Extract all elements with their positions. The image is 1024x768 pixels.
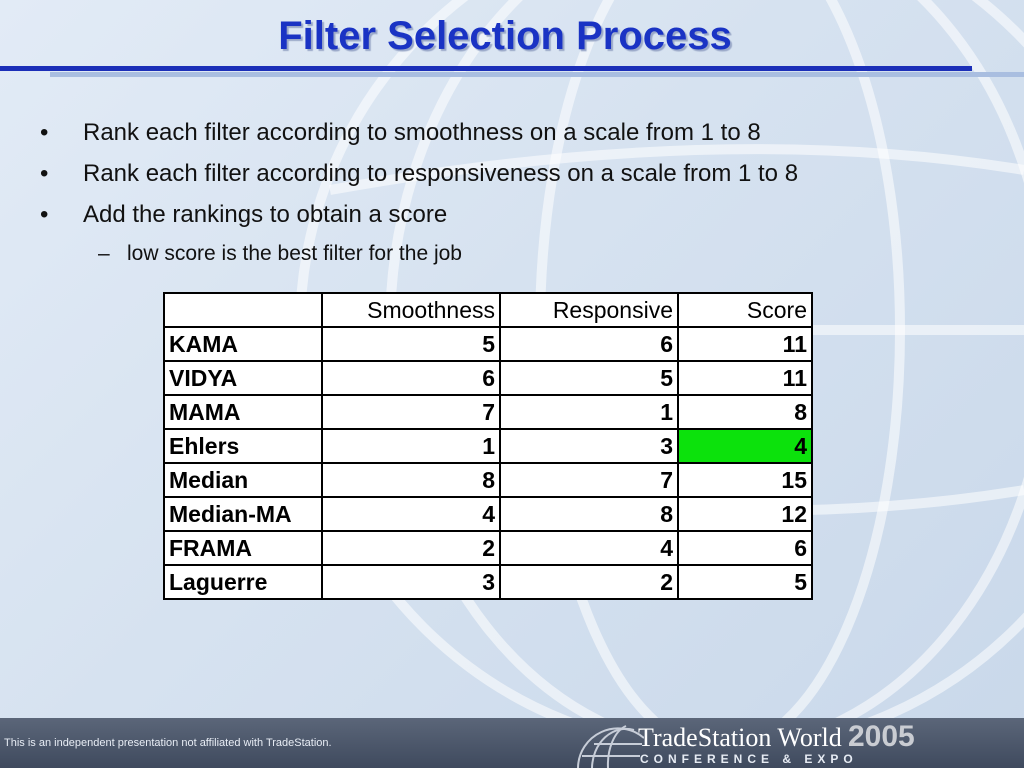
score-cell: 12 <box>678 497 812 531</box>
title-rule-shadow <box>50 72 1024 77</box>
filter-name-cell: Laguerre <box>164 565 322 599</box>
filter-name-cell: FRAMA <box>164 531 322 565</box>
table-header-row <box>164 293 812 327</box>
responsive-cell: 1 <box>500 395 678 429</box>
score-cell: 11 <box>678 361 812 395</box>
smoothness-cell: 8 <box>322 463 500 497</box>
score-cell: 11 <box>678 327 812 361</box>
brand-year: 2005 <box>848 720 915 753</box>
responsive-cell: 4 <box>500 531 678 565</box>
table-row <box>164 565 812 599</box>
score-cell: 8 <box>678 395 812 429</box>
sub-bullet-item <box>40 241 798 271</box>
header-cell-empty <box>164 293 322 327</box>
bullet-item <box>40 159 798 200</box>
filter-name-cell: KAMA <box>164 327 322 361</box>
smoothness-cell: 2 <box>322 531 500 565</box>
responsive-cell: 3 <box>500 429 678 463</box>
filter-name-cell: MAMA <box>164 395 322 429</box>
table-row <box>164 531 812 565</box>
best-score-cell: 4 <box>678 429 812 463</box>
filter-name-cell: Ehlers <box>164 429 322 463</box>
table-row <box>164 497 812 531</box>
bullet-text: Add the rankings to obtain a score <box>83 201 448 228</box>
bullet-text: Rank each filter according to smoothness on a scale from 1 to 8 <box>83 119 761 146</box>
bullet-text: Rank each filter according to responsiveness on a scale from 1 to 8 <box>83 160 799 187</box>
table-row <box>164 463 812 497</box>
table-row <box>164 327 812 361</box>
filter-name-cell: VIDYA <box>164 361 322 395</box>
responsive-cell: 7 <box>500 463 678 497</box>
responsive-cell: 2 <box>500 565 678 599</box>
score-cell: 5 <box>678 565 812 599</box>
smoothness-cell: 6 <box>322 361 500 395</box>
ranking-table <box>163 292 813 600</box>
bullet-item <box>40 118 798 159</box>
filter-name-cell: Median-MA <box>164 497 322 531</box>
smoothness-cell: 1 <box>322 429 500 463</box>
responsive-cell: 6 <box>500 327 678 361</box>
table-row <box>164 361 812 395</box>
filter-name-cell: Median <box>164 463 322 497</box>
header-cell-smoothness: Smoothness <box>322 293 500 327</box>
slide-title: Filter Selection Process <box>278 14 732 58</box>
bullet-list <box>40 118 798 271</box>
score-cell: 15 <box>678 463 812 497</box>
header-cell-score: Score <box>678 293 812 327</box>
table-row <box>164 429 812 463</box>
table-row <box>164 395 812 429</box>
title-rule <box>0 66 972 71</box>
responsive-cell: 5 <box>500 361 678 395</box>
bullet-marker: • <box>40 160 49 187</box>
bullet-marker: • <box>40 119 49 146</box>
globe-logo-icon <box>574 722 644 768</box>
sub-bullet-marker: – <box>98 242 110 265</box>
smoothness-cell: 4 <box>322 497 500 531</box>
disclaimer-text: This is an independent presentation not affiliated with TradeStation. <box>4 737 332 749</box>
smoothness-cell: 3 <box>322 565 500 599</box>
responsive-cell: 8 <box>500 497 678 531</box>
smoothness-cell: 5 <box>322 327 500 361</box>
bullet-marker: • <box>40 201 49 228</box>
score-cell: 6 <box>678 531 812 565</box>
brand-subtitle: CONFERENCE & EXPO <box>640 752 858 766</box>
header-cell-responsive: Responsive <box>500 293 678 327</box>
smoothness-cell: 7 <box>322 395 500 429</box>
brand-name: TradeStation World <box>638 723 842 752</box>
footer-bar <box>0 718 1024 768</box>
sub-bullet-text: low score is the best filter for the job <box>127 242 462 265</box>
bullet-item <box>40 200 798 241</box>
